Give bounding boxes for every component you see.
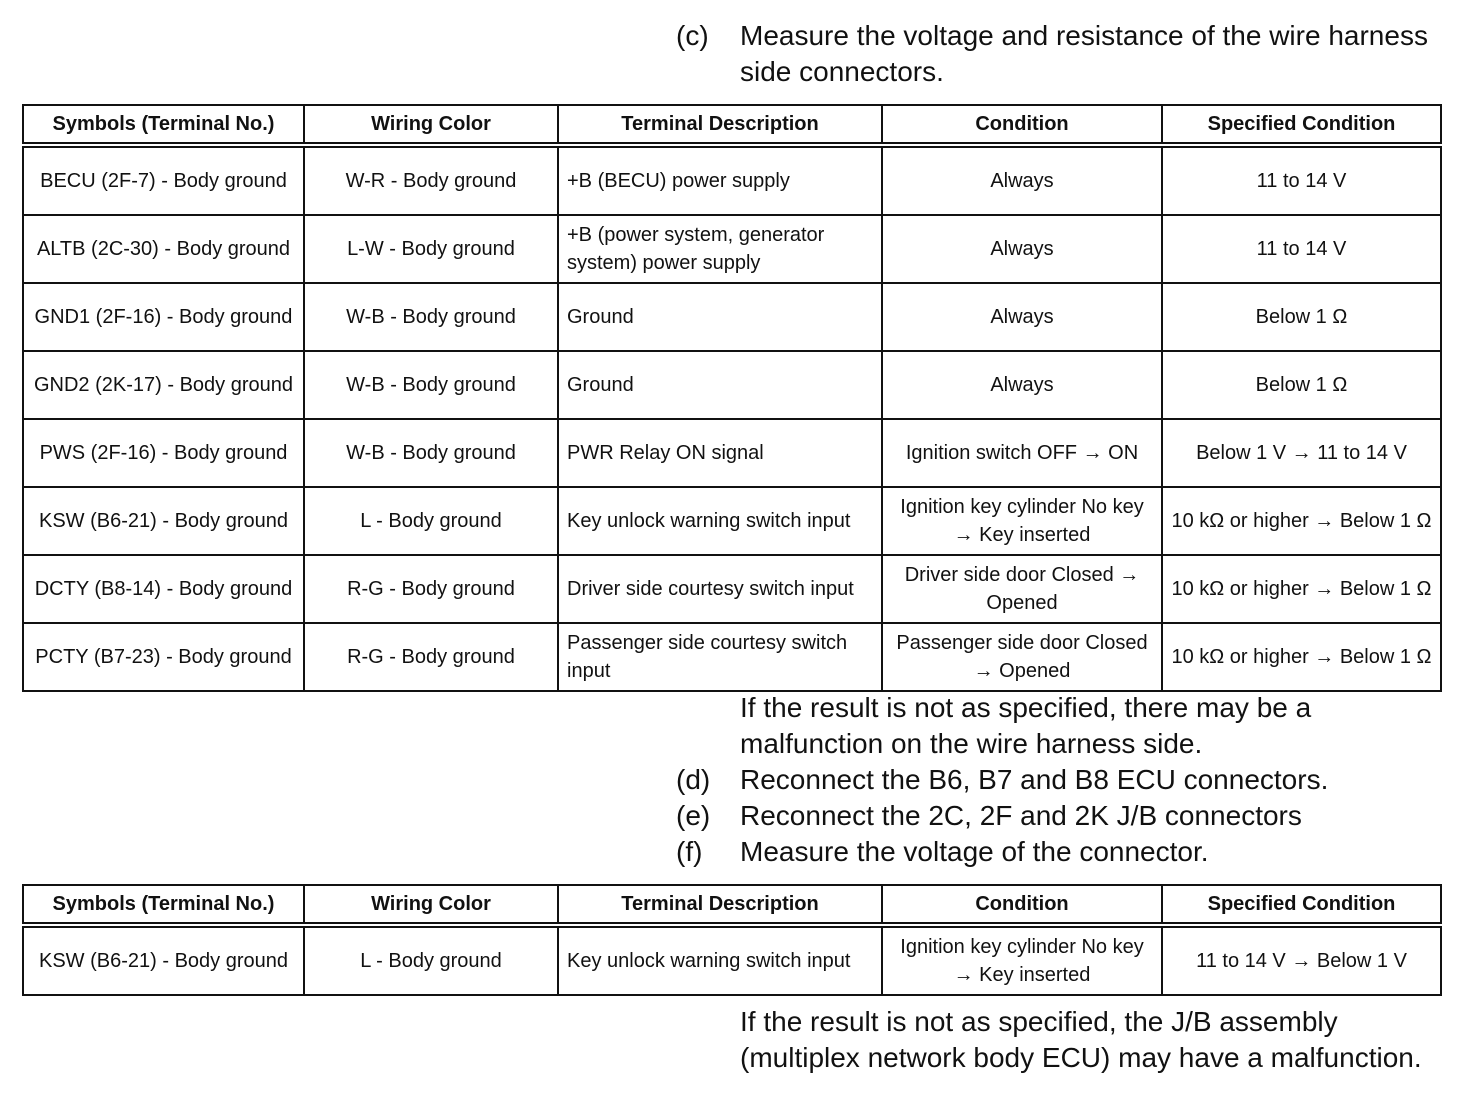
cell-wiring-color: L - Body ground bbox=[304, 925, 558, 995]
cell-symbol: BECU (2F-7) - Body ground bbox=[23, 145, 304, 215]
note-jb-assembly: If the result is not as specified, the J/B assembly (multiplex network body ECU) may have a malfunction. bbox=[740, 1006, 1422, 1073]
table-header-row bbox=[23, 105, 1441, 145]
table-row bbox=[23, 351, 1441, 419]
cell-symbol: DCTY (B8-14) - Body ground bbox=[23, 555, 304, 623]
table-row bbox=[23, 283, 1441, 351]
step-e-text: Reconnect the 2C, 2F and 2K J/B connectors bbox=[740, 800, 1302, 831]
step-c bbox=[676, 18, 1440, 90]
step-e-letter: (e) bbox=[676, 800, 711, 831]
cell-terminal-description: Key unlock warning switch input bbox=[558, 487, 882, 555]
table-header-row bbox=[23, 885, 1441, 925]
header-terminal-description: Terminal Description bbox=[558, 885, 882, 925]
connector-voltage-table bbox=[22, 884, 1442, 996]
cell-terminal-description: +B (power system, generator system) power supply bbox=[558, 215, 882, 283]
cell-terminal-description: Ground bbox=[558, 351, 882, 419]
header-specified-condition: Specified Condition bbox=[1162, 105, 1441, 145]
step-d bbox=[676, 762, 1440, 798]
step-c-letter: (c) bbox=[676, 20, 709, 51]
cell-condition: Always bbox=[882, 145, 1162, 215]
cell-symbol: PCTY (B7-23) - Body ground bbox=[23, 623, 304, 691]
cell-wiring-color: L-W - Body ground bbox=[304, 215, 558, 283]
step-d-text: Reconnect the B6, B7 and B8 ECU connectors. bbox=[740, 764, 1329, 795]
header-symbols: Symbols (Terminal No.) bbox=[23, 105, 304, 145]
cell-symbol: KSW (B6-21) - Body ground bbox=[23, 925, 304, 995]
cell-wiring-color: W-B - Body ground bbox=[304, 283, 558, 351]
cell-condition: Always bbox=[882, 283, 1162, 351]
cell-condition: Passenger side door Closed → Opened bbox=[882, 623, 1162, 691]
cell-terminal-description: Ground bbox=[558, 283, 882, 351]
step-e bbox=[676, 798, 1440, 834]
cell-symbol: ALTB (2C-30) - Body ground bbox=[23, 215, 304, 283]
cell-terminal-description: PWR Relay ON signal bbox=[558, 419, 882, 487]
harness-measurement-table bbox=[22, 104, 1442, 692]
step-f-letter: (f) bbox=[676, 836, 703, 867]
cell-symbol: GND2 (2K-17) - Body ground bbox=[23, 351, 304, 419]
table-row bbox=[23, 215, 1441, 283]
cell-specified-condition: 10 kΩ or higher → Below 1 Ω bbox=[1162, 487, 1441, 555]
cell-condition: Ignition key cylinder No key → Key inserted bbox=[882, 487, 1162, 555]
step-d-letter: (d) bbox=[676, 764, 711, 795]
cell-specified-condition: 11 to 14 V bbox=[1162, 215, 1441, 283]
cell-specified-condition: 10 kΩ or higher → Below 1 Ω bbox=[1162, 623, 1441, 691]
cell-terminal-description: Key unlock warning switch input bbox=[558, 925, 882, 995]
table-row bbox=[23, 145, 1441, 215]
cell-specified-condition: 10 kΩ or higher → Below 1 Ω bbox=[1162, 555, 1441, 623]
cell-condition: Always bbox=[882, 351, 1162, 419]
note-wire-harness: If the result is not as specified, there may be a malfunction on the wire harness side. bbox=[740, 692, 1312, 759]
cell-specified-condition: 11 to 14 V → Below 1 V bbox=[1162, 925, 1441, 995]
cell-symbol: PWS (2F-16) - Body ground bbox=[23, 419, 304, 487]
cell-wiring-color: W-B - Body ground bbox=[304, 419, 558, 487]
cell-specified-condition: 11 to 14 V bbox=[1162, 145, 1441, 215]
cell-terminal-description: Driver side courtesy switch input bbox=[558, 555, 882, 623]
table-row bbox=[23, 555, 1441, 623]
header-symbols: Symbols (Terminal No.) bbox=[23, 885, 304, 925]
header-specified-condition: Specified Condition bbox=[1162, 885, 1441, 925]
cell-symbol: GND1 (2F-16) - Body ground bbox=[23, 283, 304, 351]
step-c-text: Measure the voltage and resistance of the wire harness side connectors. bbox=[740, 20, 1428, 87]
cell-wiring-color: R-G - Body ground bbox=[304, 555, 558, 623]
cell-specified-condition: Below 1 Ω bbox=[1162, 351, 1441, 419]
cell-terminal-description: +B (BECU) power supply bbox=[558, 145, 882, 215]
header-wiring-color: Wiring Color bbox=[304, 885, 558, 925]
cell-wiring-color: W-B - Body ground bbox=[304, 351, 558, 419]
table-row bbox=[23, 925, 1441, 995]
cell-condition: Always bbox=[882, 215, 1162, 283]
cell-symbol: KSW (B6-21) - Body ground bbox=[23, 487, 304, 555]
cell-condition: Ignition key cylinder No key → Key inserted bbox=[882, 925, 1162, 995]
table-row bbox=[23, 487, 1441, 555]
table-row bbox=[23, 419, 1441, 487]
header-condition: Condition bbox=[882, 105, 1162, 145]
cell-terminal-description: Passenger side courtesy switch input bbox=[558, 623, 882, 691]
step-f-text: Measure the voltage of the connector. bbox=[740, 836, 1209, 867]
cell-specified-condition: Below 1 Ω bbox=[1162, 283, 1441, 351]
cell-wiring-color: L - Body ground bbox=[304, 487, 558, 555]
header-terminal-description: Terminal Description bbox=[558, 105, 882, 145]
header-wiring-color: Wiring Color bbox=[304, 105, 558, 145]
header-condition: Condition bbox=[882, 885, 1162, 925]
cell-condition: Ignition switch OFF → ON bbox=[882, 419, 1162, 487]
cell-condition: Driver side door Closed → Opened bbox=[882, 555, 1162, 623]
cell-wiring-color: W-R - Body ground bbox=[304, 145, 558, 215]
cell-specified-condition: Below 1 V → 11 to 14 V bbox=[1162, 419, 1441, 487]
table-row bbox=[23, 623, 1441, 691]
step-f bbox=[676, 834, 1440, 870]
cell-wiring-color: R-G - Body ground bbox=[304, 623, 558, 691]
